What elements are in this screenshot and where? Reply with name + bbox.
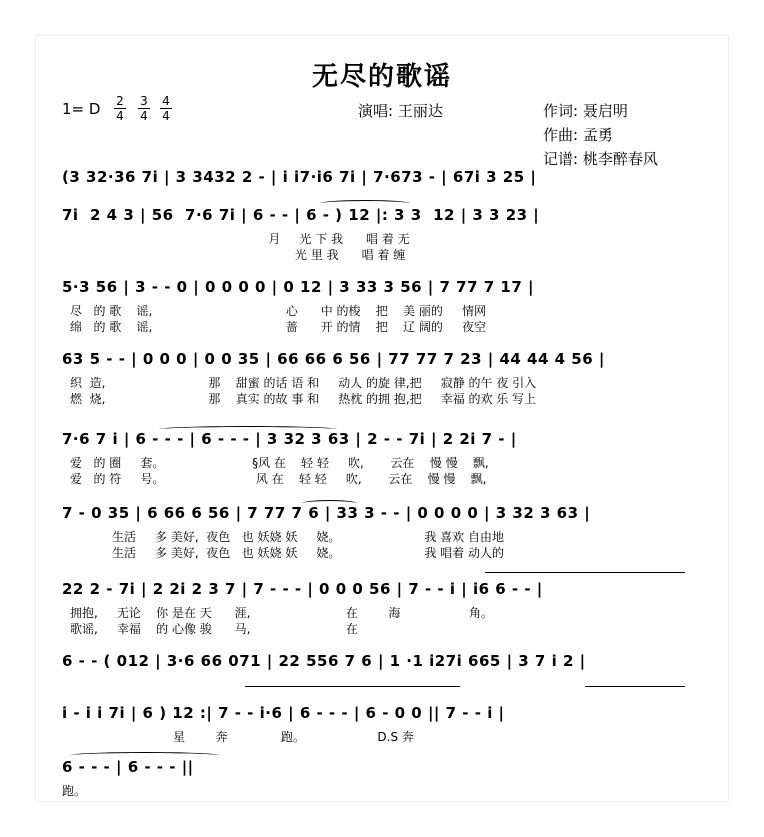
lyrics-line-3-verse-1: 尽 的 歌 谣, 心 中 的梭 把 美 丽的 情网 xyxy=(70,304,486,318)
lyrics-line-7-verse-2: 歌谣, 幸福 的 心像 骏 马, 在 xyxy=(70,622,358,636)
volta-line-1 xyxy=(485,572,685,573)
lyrics-line-9-verse-1: 星 奔 跑。 D.S 奔 xyxy=(70,730,414,744)
lyrics-line-10-verse-1: 跑。 xyxy=(62,784,87,798)
lyrics-line-5-verse-2: 爱 的 符 号。 风 在 轻 轻 吹, 云在 慢 慢 飘, xyxy=(70,472,487,486)
lyrics-line-7-verse-1: 拥抱, 无论 你 是在 天 涯, 在 海 角。 xyxy=(70,606,494,620)
meter-3-4: 3 4 xyxy=(138,95,150,122)
tie-arc xyxy=(158,426,338,433)
score-line-10: 6 - - - | 6 - - - || xyxy=(62,758,194,776)
volta-line-2 xyxy=(245,686,460,687)
key-signature: 1= D xyxy=(62,100,101,118)
meter-2-4: 2 4 xyxy=(114,95,126,122)
meter-4-4: 4 4 xyxy=(160,95,172,122)
volta-line-3 xyxy=(585,686,685,687)
lyrics-line-6-verse-1: 生活 多 美好, 夜色 也 妖娆 妖 娆。 我 喜欢 自由地 xyxy=(70,530,504,544)
song-title: 无尽的歌谣 xyxy=(311,62,452,92)
tie-arc xyxy=(302,500,357,507)
lyricist-credit: 作词: 聂启明 xyxy=(543,102,628,120)
score-line-5: 7·6 7 i | 6 - - - | 6 - - - | 3 32 3 63 | 2 - - 7i | 2 2i 7 - | xyxy=(62,430,517,448)
score-line-7: 22 2 - 7i | 2 2i 2 3 7 | 7 - - - | 0 0 0 56 | 7 - - i | i6 6 - - | xyxy=(62,580,543,598)
lyrics-line-5-verse-1: 爱 的 圈 套。 §风 在 轻 轻 吹, 云在 慢 慢 飘, xyxy=(70,456,489,470)
score-line-4: 63 5 - - | 0 0 0 | 0 0 35 | 66 66 6 56 | 77 77 7 23 | 44 44 4 56 | xyxy=(62,350,605,368)
score-line-2: 7i 2 4 3 | 56 7·6 7i | 6 - - | 6 - ) 12 |: 3 3 12 | 3 3 23 | xyxy=(62,206,540,224)
lyrics-line-4-verse-1: 织 造, 那 甜蜜 的话 语 和 动人 的旋 律,把 寂静 的午 夜 引入 xyxy=(70,376,537,390)
score-line-9: i - i i 7i | 6 ) 12 :| 7 - - i·6 | 6 - - - | 6 - 0 0 || 7 - - i | xyxy=(62,704,505,722)
tie-arc xyxy=(320,200,410,207)
score-line-8: 6 - - ( 012 | 3·6 66 071 | 22 556 7 6 | 1 ·1 i27i 665 | 3 7 i 2 | xyxy=(62,652,586,670)
lyrics-line-2-verse-1: 月 光 下 我 唱 着 无 xyxy=(70,232,410,246)
lyrics-line-4-verse-2: 燃 烧, 那 真实 的故 事 和 热枕 的拥 抱,把 幸福 的欢 乐 写上 xyxy=(70,392,537,406)
score-line-6: 7 - 0 35 | 6 66 6 56 | 7 77 7 6 | 33 3 - - | 0 0 0 0 | 3 32 3 63 | xyxy=(62,504,591,522)
tie-arc xyxy=(70,752,220,759)
lyrics-line-3-verse-2: 绵 的 歌 谣, 蔷 开 的情 把 辽 阔的 夜空 xyxy=(70,320,486,334)
composer-credit: 作曲: 孟勇 xyxy=(543,126,613,144)
singer-credit: 演唱: 王丽达 xyxy=(358,102,443,120)
lyrics-line-2-verse-2: 光 里 我 唱 着 缠 xyxy=(70,248,406,262)
score-line-1: (3 32·36 7i | 3 3432 2 - | i i7·i6 7i | 7·673 - | 67i 3 25 | xyxy=(62,168,537,186)
lyrics-line-6-verse-2: 生活 多 美好, 夜色 也 妖娆 妖 娆。 我 唱着 动人的 xyxy=(70,546,504,560)
transcriber-credit: 记谱: 桃李醉春风 xyxy=(543,150,658,168)
score-line-3: 5·3 56 | 3 - - 0 | 0 0 0 0 | 0 12 | 3 33 3 56 | 7 77 7 17 | xyxy=(62,278,534,296)
